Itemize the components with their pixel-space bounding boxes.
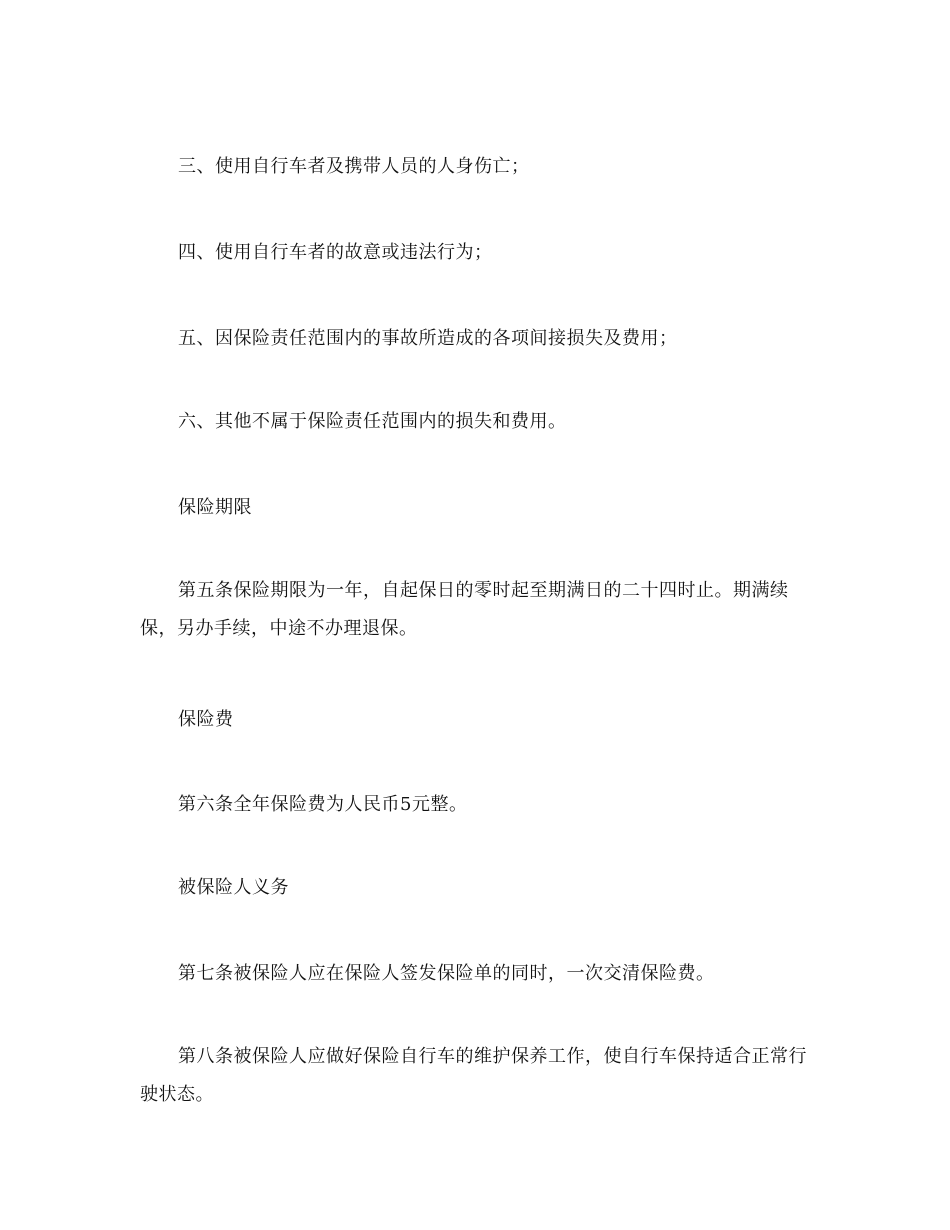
exclusion-item-3: 三、使用自行车者及携带人员的人身伤亡； [178,156,530,177]
article-7-paragraph: 第七条被保险人应在保险人签发保险单的同时，一次交清保险费。 [178,963,715,984]
article-8-paragraph: 第八条被保险人应做好保险自行车的维护保养工作，使自行车保持适合正常行驶状态。 [140,1046,807,1105]
section-heading-obligations: 被保险人义务 [178,877,289,898]
exclusion-item-5: 五、因保险责任范围内的事故所造成的各项间接损失及费用； [178,328,678,349]
section-heading-premium: 保险费 [178,709,234,730]
article-5-paragraph: 第五条保险期限为一年，自起保日的零时起至期满日的二十四时止。期满续保，另办手续，中途不办理退保。 [140,580,789,639]
exclusion-item-6: 六、其他不属于保险责任范围内的损失和费用。 [178,411,567,432]
section-heading-term: 保险期限 [178,497,252,518]
article-6-paragraph: 第六条全年保险费为人民币5元整。 [178,794,468,815]
exclusion-item-4: 四、使用自行车者的故意或违法行为； [178,242,493,263]
